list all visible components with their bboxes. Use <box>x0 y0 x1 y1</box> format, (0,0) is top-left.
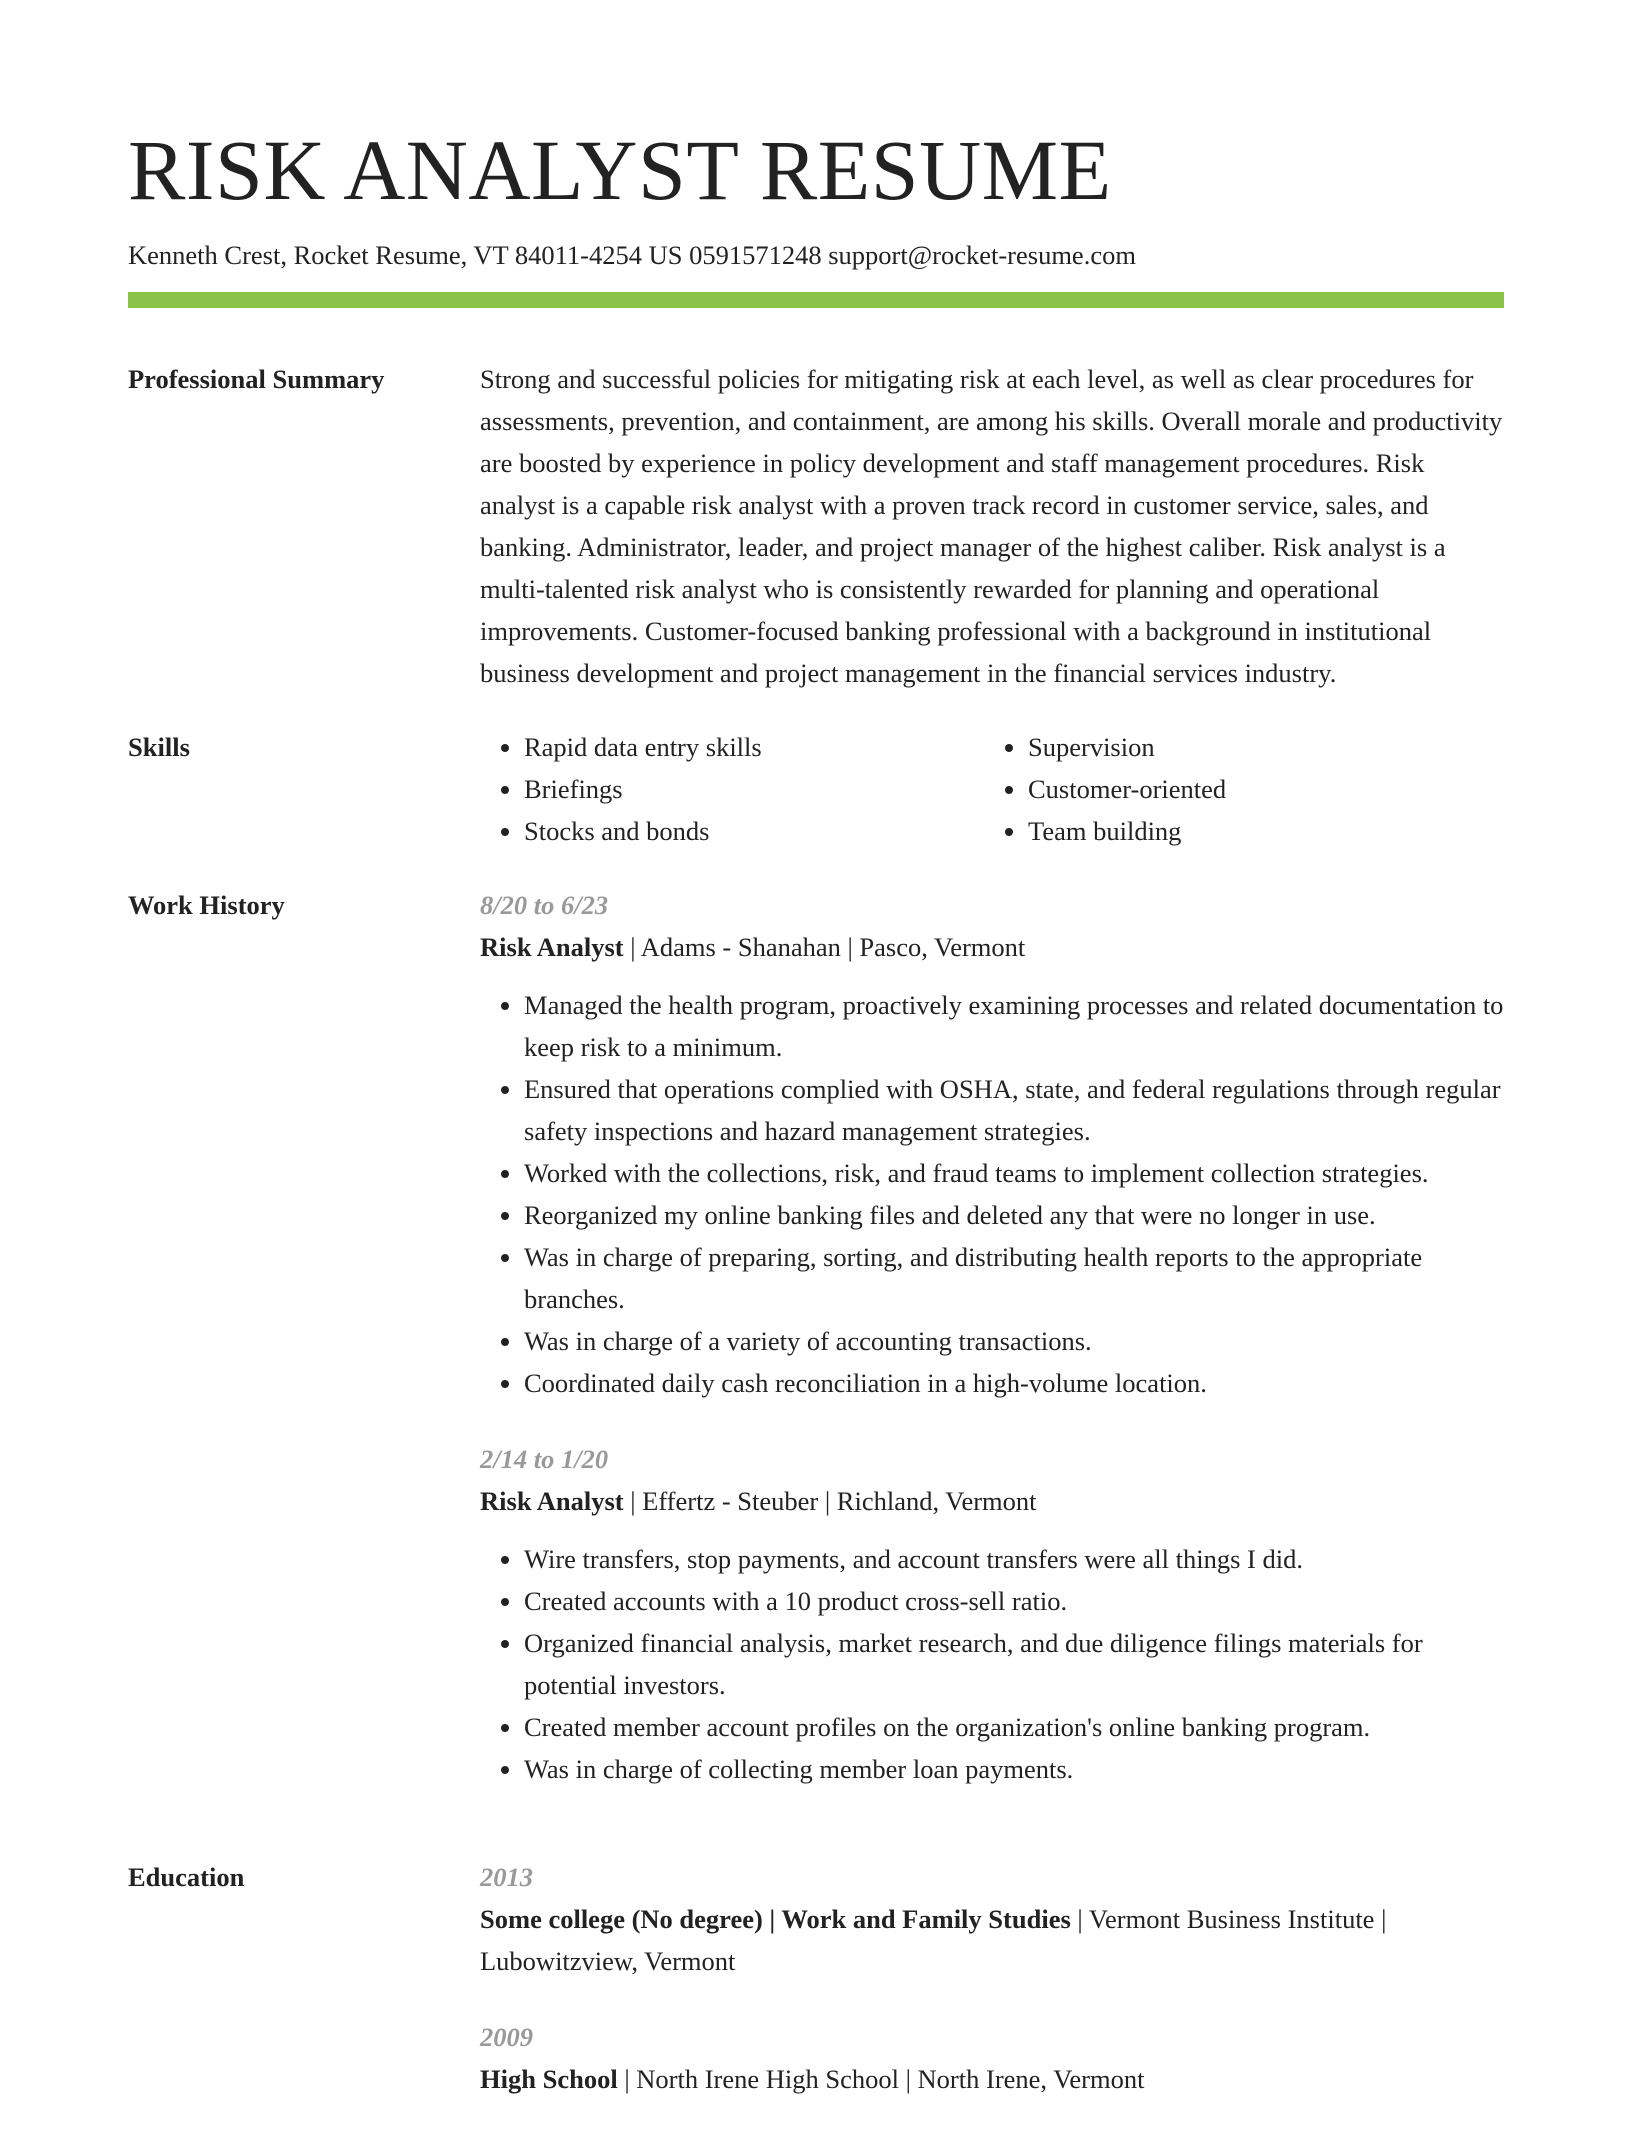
education-degree: Some college (No degree) | Work and Family Studies <box>480 1904 1071 1934</box>
job-bullets <box>480 1538 1504 1790</box>
skills-column-2 <box>984 726 1504 852</box>
job-bullets <box>480 984 1504 1404</box>
job-line <box>480 1480 1504 1522</box>
summary-heading: Professional Summary <box>128 364 385 394</box>
job-title: Risk Analyst <box>480 1486 624 1516</box>
accent-divider <box>128 292 1504 308</box>
skill-item: • Supervision <box>1028 726 1504 768</box>
job-details: | Adams - Shanahan | Pasco, Vermont <box>623 932 1026 962</box>
skill-item: • Rapid data entry skills <box>524 726 984 768</box>
education-body <box>480 1856 1504 2134</box>
skill-item: • Customer-oriented <box>1028 768 1504 810</box>
job-bullet: • Ensured that operations complied with OSHA, state, and federal regulations through regular safety inspections and hazard management strategies. <box>524 1068 1504 1152</box>
job-bullet: • Was in charge of a variety of accounting transactions. <box>524 1320 1504 1362</box>
education-line <box>480 2058 1504 2100</box>
job-bullet: • Created member account profiles on the organization's online banking program. <box>524 1706 1504 1748</box>
job-dates: 2/14 to 1/20 <box>480 1444 609 1474</box>
job-bullet: • Was in charge of preparing, sorting, and distributing health reports to the appropriate branches. <box>524 1236 1504 1320</box>
job-details: | Effertz - Steuber | Richland, Vermont <box>623 1486 1037 1516</box>
job-bullet: • Worked with the collections, risk, and fraud teams to implement collection strategies. <box>524 1152 1504 1194</box>
job-bullet: • Created accounts with a 10 product cross-sell ratio. <box>524 1580 1504 1622</box>
job-entry <box>480 1438 1504 1790</box>
job-dates: 8/20 to 6/23 <box>480 890 609 920</box>
education-section <box>128 1856 1504 2134</box>
education-details: | North Irene High School | North Irene, Vermont <box>617 2064 1145 2094</box>
education-year: 2013 <box>480 1862 533 1892</box>
work-history-heading: Work History <box>128 890 285 920</box>
skills-column-1 <box>480 726 984 852</box>
job-bullet: • Coordinated daily cash reconciliation in a high-volume location. <box>524 1362 1504 1404</box>
resume-title: RISK ANALYST RESUME <box>128 122 1112 218</box>
education-year: 2009 <box>480 2022 533 2052</box>
summary-text: Strong and successful policies for mitigating risk at each level, as well as clear procedures for assessments, prevention, and containment, are among his skills. Overall morale and productivity are boosted by experience in policy development and staff management procedures. Risk analyst is a capable risk analyst with a proven track record in customer service, sales, and banking. Administrator, leader, and project manager of the highest caliber. Risk analyst is a multi-talented risk analyst who is consistently rewarded for planning and operational improvements. Customer-focused banking professional with a background in institutional business development and project management in the financial services industry. <box>480 364 1503 688</box>
work-history-body <box>480 884 1504 1824</box>
skill-item: • Briefings <box>524 768 984 810</box>
education-details: | Vermont Business Institute | Lubowitzview, Vermont <box>480 1904 1387 1976</box>
skill-item: • Stocks and bonds <box>524 810 984 852</box>
education-heading: Education <box>128 1862 245 1892</box>
skills-heading: Skills <box>128 732 190 762</box>
job-line <box>480 926 1504 968</box>
job-bullet: • Managed the health program, proactively examining processes and related documentation to keep risk to a minimum. <box>524 984 1504 1068</box>
skill-item: • Team building <box>1028 810 1504 852</box>
education-entry <box>480 2016 1504 2100</box>
summary-section <box>128 358 1504 694</box>
job-bullet: • Organized financial analysis, market research, and due diligence filings materials for potential investors. <box>524 1622 1504 1706</box>
skills-grid <box>480 726 1504 852</box>
education-line <box>480 1898 1504 1982</box>
job-bullet: • Wire transfers, stop payments, and account transfers were all things I did. <box>524 1538 1504 1580</box>
job-title: Risk Analyst <box>480 932 624 962</box>
job-bullet: • Was in charge of collecting member loan payments. <box>524 1748 1504 1790</box>
skills-section <box>128 726 1504 852</box>
contact-line: Kenneth Crest, Rocket Resume, VT 84011-4254 US 0591571248 support@rocket-resume.com <box>128 240 1136 270</box>
work-history-section <box>128 884 1504 1824</box>
job-entry <box>480 884 1504 1404</box>
education-entry <box>480 1856 1504 1982</box>
job-bullet: • Reorganized my online banking files and deleted any that were no longer in use. <box>524 1194 1504 1236</box>
education-degree: High School <box>480 2064 618 2094</box>
